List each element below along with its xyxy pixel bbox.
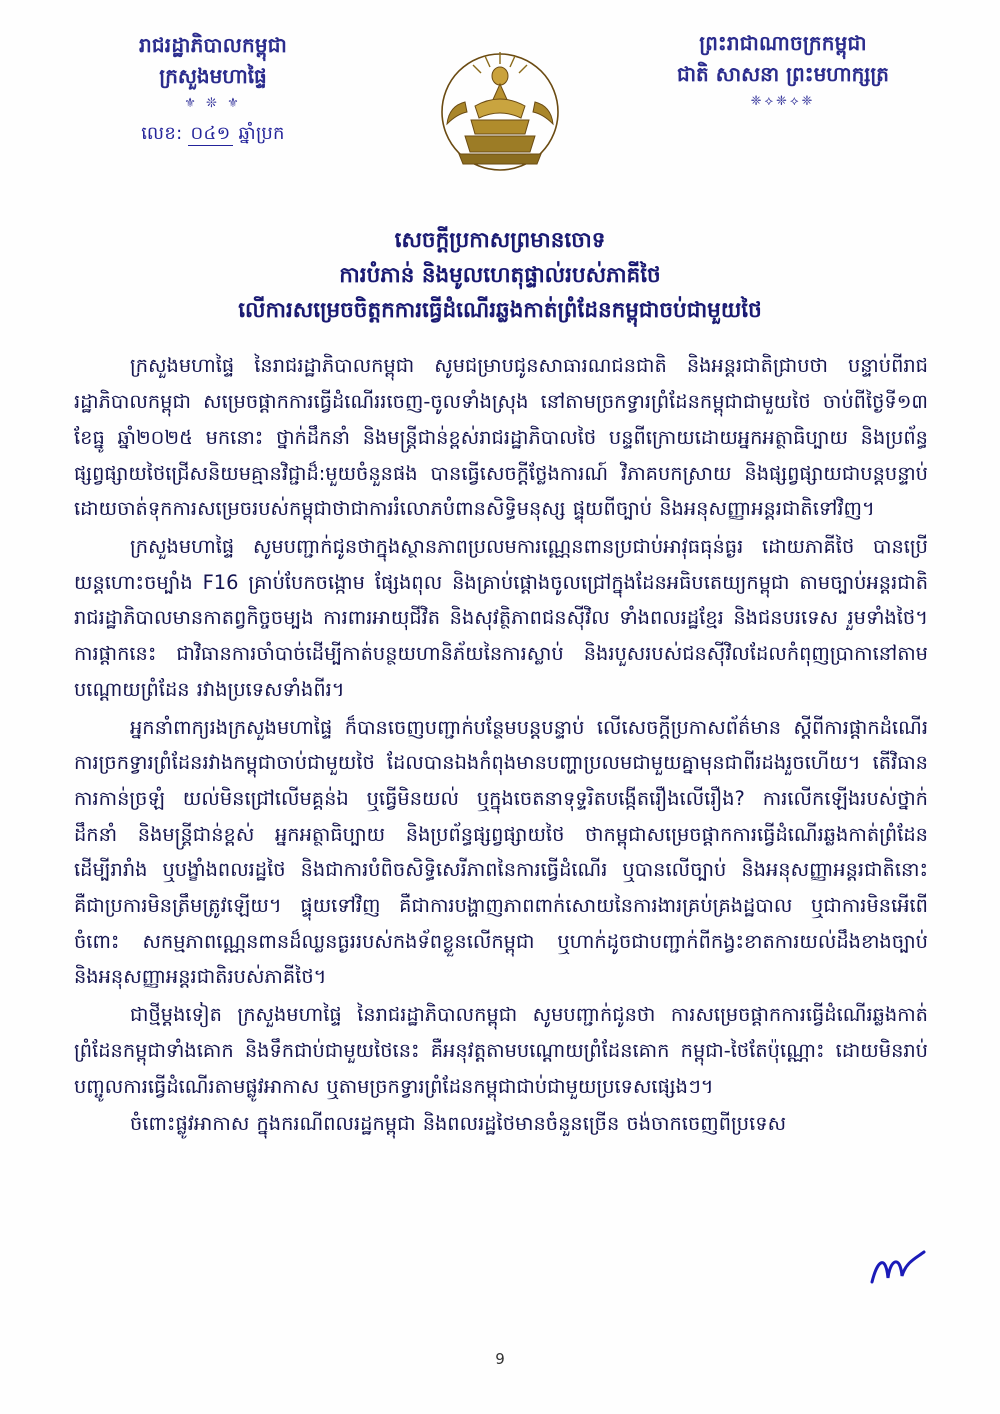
- document-body: [74, 348, 928, 1141]
- ministry-government-line: រាជរដ្ឋាភិបាលកម្ពុជា: [139, 33, 287, 57]
- title-line-2: ការបំភាន់ និងមូលហេតុផ្ទាល់របស់ភាគីថៃ: [339, 262, 661, 288]
- paragraph: អ្នកនាំពាក្យរងក្រសួងមហាផ្ទៃ ក៏បានចេញបញ្ជាក់បន្ថែមបន្តបន្ទាប់ លើសេចក្ដីប្រកាសព័ត៌មាន ស្ដីពីការផ្តាកដំណើរការច្រកទ្វារព្រំដែនរវាងកម្ពុជាចាប់ជាមួយថៃ ដែលបានឯងកំពុងមានបញ្ហាប្រលមជាមួយគ្នាមុនជាពីរដងរួចហើយ។ តើវិធានការកាន់ច្រឡំ យល់មិនជ្រៅលើមគ្គន់ឯ ឬធ្វើមិនយល់ ឬក្នុងចេតនាទុទ្ទរិតបង្កើតរឿងលើរឿង? ការលើកឡើងរបស់ថ្នាក់ដឹកនាំ និងមន្ត្រីជាន់ខ្ពស់ អ្នកអត្ថាធិប្បាយ និងប្រព័ន្ធផ្សព្វផ្សាយថៃ ថាកម្ពុជាសម្រេចផ្តាកការធ្វើដំណើរឆ្លងកាត់ព្រំដែន ដើម្បីរារាំង ឬបង្ខាំងពលរដ្ឋថៃ និងជាការបំពិចសិទ្ធិសេរីភាពនៃការធ្វើដំណើរ ឬបានលើច្បាប់ និងអនុសញ្ញាអន្តរជាតិនោះ គឺជាប្រការមិនត្រឹមត្រូវឡើយ។ ផ្ទុយទៅវិញ គឺជាការបង្ហាញភាពពាក់សោយនៃការងារគ្រប់គ្រងដ្ឋបាល ឬជាការមិនអើពើចំពោះ សកម្មភាពណ្ណេនពានដ៏ឈ្លនធ្ងររបស់កងទ័ពខ្លួនលើកម្ពុជា ឬហាក់ដូចជាបញ្ជាក់ពីកង្វះខាតការយល់ដឹងខាងច្បាប់ និងអនុសញ្ញាអន្តរជាតិរបស់ភាគីថៃ។: [74, 715, 928, 989]
- reference-number-line: [78, 121, 348, 148]
- ornament-divider-right-icon: ❈⟡❈⟡❈: [750, 94, 816, 109]
- document-title: [0, 224, 1000, 328]
- header-right-block: [618, 28, 948, 111]
- paragraph: ចំពោះផ្លូវអាកាស ក្នុងករណីពលរដ្ឋកម្ពុជា និងពលរដ្ឋថៃមានចំនួនច្រើន ចង់ចាកចេញពីប្រទេស: [130, 1112, 787, 1136]
- document-header: [0, 0, 1000, 210]
- national-motto-line: ជាតិ សាសនា ព្រះមហាក្សត្រ: [677, 62, 889, 86]
- title-line-1: សេចក្ដីប្រកាសព្រមានចោទ: [394, 228, 606, 253]
- paragraph: ក្រសួងមហាផ្ទៃ នៃរាជរដ្ឋាភិបាលកម្ពុជា សូមជម្រាបជូនសាធារណជនជាតិ និងអន្តរជាតិជ្រាបថា បន្ទាប់ពីរាជរដ្ឋាភិបាលកម្ពុជា សម្រេចផ្តាកការធ្វើដំណើររចេញ-ចូលទាំងស្រុង នៅតាមច្រកទ្វារព្រំដែនកម្ពុជាជាមួយថៃ ចាប់ពីថ្ងៃទី១៣ ខែធ្នូ ឆ្នាំ២០២៥ មកនោះ ថ្នាក់ដឹកនាំ និងមន្ត្រីជាន់ខ្ពស់រាជរដ្ឋាភិបាលថៃ បន្ទពីក្រោយដោយអ្នកអត្ថាធិប្បាយ និងប្រព័ន្ធផ្សព្វផ្សាយថៃជ្រើសនិយមគ្មានវិជ្ជាដ៏:មួយចំនួនផង បានធ្វើសេចក្ដីថ្លែងការណ៍ វិភាគបកស្រាយ និងផ្សព្វផ្សាយជាបន្តបន្ទាប់ ដោយចាត់ទុកការសម្រេចរបស់កម្ពុជាថាជាការរំលោភបំពានសិទ្ធិមនុស្ស ផ្ទុយពីច្បាប់ និងអនុសញ្ញាអន្តរជាតិទៅវិញ។: [74, 354, 928, 521]
- page-number: 9: [495, 1350, 505, 1368]
- kingdom-name-line: ព្រះរាជាណាចក្រកម្ពុជា: [699, 31, 867, 55]
- title-line-3: លើការសម្រេចចិត្តកការធ្វើដំណើរឆ្លងកាត់ព្រំដែនកម្ពុជាចប់ជាមួយថៃ: [238, 297, 762, 323]
- header-left-block: [78, 30, 348, 148]
- ministry-name-line: ក្រសួងមហាផ្ទៃ: [159, 64, 267, 88]
- paragraph: ជាថ្មីម្ដងទៀត ក្រសួងមហាផ្ទៃ នៃរាជរដ្ឋាភិបាលកម្ពុជា សូមបញ្ជាក់ជូនថា ការសម្រេចផ្តាកការធ្វើដំណើរឆ្លងកាត់ព្រំដែនកម្ពុជាទាំងគោក និងទឹកជាប់ជាមួយថៃនេះ គឺអនុវត្តតាមបណ្ដោយព្រំដែនគោក កម្ពុជា-ថៃតែប៉ុណ្ណោះ ដោយមិនរាប់បញ្ចូលការធ្វើដំណើរតាមផ្លូវអាកាស ឬតាមច្រកទ្វារព្រំដែនកម្ពុជាជាប់ជាមួយប្រទេសផ្សេងៗ។: [74, 1003, 928, 1098]
- reference-suffix: ឆ្នាំប្រក: [238, 123, 285, 144]
- handwritten-signature: [868, 1248, 928, 1288]
- reference-label: លេខ:: [141, 123, 183, 144]
- cambodia-royal-emblem-icon: [435, 46, 565, 174]
- reference-number: ០៤១: [190, 123, 231, 144]
- ornament-divider-left-icon: ⚜ ❊ ⚜: [184, 96, 242, 111]
- paragraph: ក្រសួងមហាផ្ទៃ សូមបញ្ជាក់ជូនថាក្នុងស្ថានភាពប្រលមការណ្ណេនពានប្រជាប់អាវុធធុន់ធ្ងរ ដោយភាគីថៃ បានប្រើយន្តហោះចម្បាំង F16 គ្រាប់បែកចង្កោម ផ្សែងពុល និងគ្រាប់ផ្តោងចូលជ្រៅក្នុងដែនអធិបតេយ្យកម្ពុជា តាមច្បាប់អន្តរជាតិ រាជរដ្ឋាភិបាលមានកាតព្វកិច្ចចម្បង ការពារអាយុជីវិត និងសុវត្ថិភាពជនស៊ីវិល ទាំងពលរដ្ឋខ្មែរ និងជនបរទេស រួមទាំងថៃ។ ការផ្តាកនេះ ជាវិធានការចាំបាច់ដើម្បីកាត់បន្ថយហានិភ័យនៃការស្លាប់ និងរបួសរបស់ជនស៊ីវិលដែលកំពុញប្រាកានៅតាមបណ្ដោយព្រំដែន រវាងប្រទេសទាំងពីរ។: [74, 535, 928, 701]
